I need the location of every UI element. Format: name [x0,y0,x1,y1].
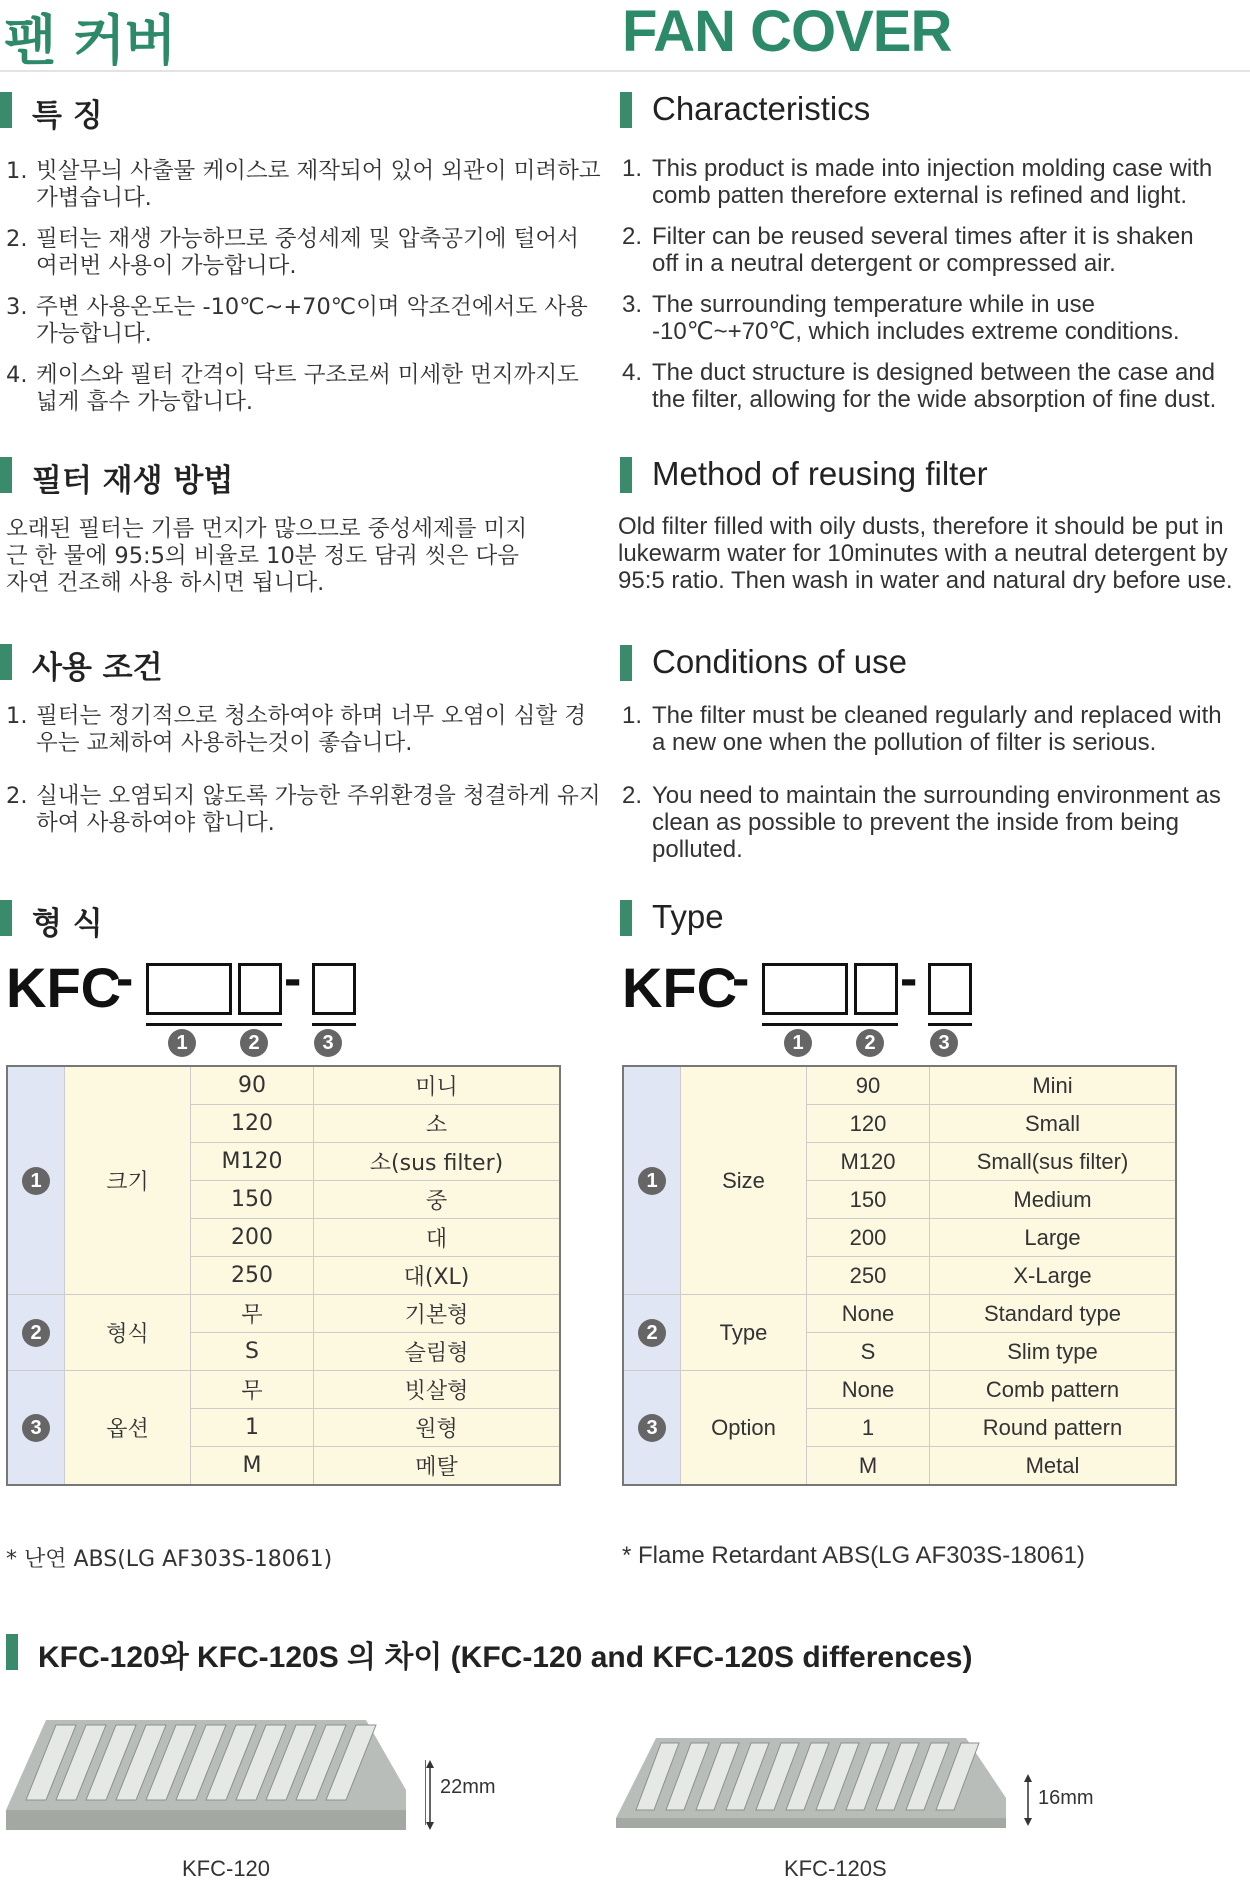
title-divider [0,70,1250,72]
desc-cell: 대 [314,1219,561,1257]
list-item: 2. You need to maintain the surrounding environment as clean as possible to prevent the inside from being polluted. [622,782,1221,863]
group-name: Type [681,1295,807,1371]
group-name: 형식 [65,1295,191,1371]
heading-bar [0,92,12,128]
code-cell: 150 [807,1181,930,1219]
dimension-arrow [1018,1774,1038,1826]
code-cell: 무 [191,1371,314,1409]
material-note-english: * Flame Retardant ABS(LG AF303S-18061) [622,1542,1085,1569]
heading-bar [6,1634,18,1670]
kfc-120s-illustration [616,1718,1016,1838]
heading-bar [0,457,12,493]
page-title-english: FAN COVER [622,0,952,64]
code-cell: 무 [191,1295,314,1333]
material-note-korean: * 난연 ABS(LG AF303S-18061) [6,1547,333,1572]
conditions-list-korean [6,703,606,837]
list-item: 4. 케이스와 필터 간격이 닥트 구조로써 미세한 먼지까지도 넓게 흡수 가능합니다. [6,362,579,415]
group-name: Size [681,1066,807,1295]
code-cell: None [807,1295,930,1333]
desc-cell: Large [930,1219,1177,1257]
desc-cell: Medium [930,1181,1177,1219]
heading-bar [620,457,632,493]
list-item: 3. 주변 사용온도는 -10℃~+70℃이며 악조건에서도 사용 가능합니다. [6,294,588,347]
desc-cell: Metal [930,1447,1177,1486]
characteristics-list-korean [6,158,606,416]
code-cell: 250 [191,1257,314,1295]
spec-table-english [622,1065,1177,1486]
desc-cell: 슬림형 [314,1333,561,1371]
code-cell: M [191,1447,314,1486]
page-title-korean: 팬 커버 [4,9,176,72]
reuse-text-english: Old filter filled with oily dusts, therefore it should be put in lukewarm water for 10minutes with a neutral detergent by 95:5 ratio. Then wash in water and natural dry before use. [618,513,1233,594]
code-cell: 90 [191,1066,314,1105]
desc-cell: 빗살형 [314,1371,561,1409]
heading-bar [620,900,632,936]
code-cell: 150 [191,1181,314,1219]
type-box [238,963,282,1015]
spec-table-korean [6,1065,561,1486]
underline [762,1023,898,1026]
list-item: 1. 빗살무늬 사출물 케이스로 제작되어 있어 외관이 미려하고 가볍습니다. [6,158,601,211]
code-cell: M [807,1447,930,1486]
list-item: 2. Filter can be reused several times after it is shaken off in a neutral detergent or compressed air. [622,223,1194,277]
code-cell: 200 [807,1219,930,1257]
kfc-120-illustration [6,1700,426,1840]
code-cell: S [807,1333,930,1371]
group-name: 옵션 [65,1371,191,1486]
group-index: 2 [7,1295,65,1371]
marker-3: 3 [930,1029,958,1057]
desc-cell: 대(XL) [314,1257,561,1295]
kfc-120s-caption: KFC-120S [784,1856,887,1881]
desc-cell: 미니 [314,1066,561,1105]
list-item: 3. The surrounding temperature while in use -10℃~+70℃, which includes extreme conditions. [622,291,1180,345]
list-item: 2. 필터는 재생 가능하므로 중성세제 및 압축공기에 털어서 여러번 사용이 가능합니다. [6,226,579,279]
marker-1: 1 [168,1029,196,1057]
marker-2: 2 [856,1029,884,1057]
desc-cell: Standard type [930,1295,1177,1333]
marker-1: 1 [784,1029,812,1057]
size-box [762,963,848,1015]
desc-cell: Mini [930,1066,1177,1105]
list-item: 1. The filter must be cleaned regularly and replaced with a new one when the pollution of filter is serious. [622,702,1222,756]
heading-bar [0,900,12,936]
heading-bar [620,645,632,681]
desc-cell: 소 [314,1105,561,1143]
desc-cell: Small [930,1105,1177,1143]
code-cell: 1 [807,1409,930,1447]
option-box [928,963,972,1015]
heading-bar [0,644,12,680]
code-cell: 90 [807,1066,930,1105]
dimension-arrow [420,1760,440,1830]
underline [312,1023,356,1026]
conditions-list-english [622,702,1222,863]
code-cell: None [807,1371,930,1409]
kfc-120-dimension: 22mm [440,1776,496,1798]
code-cell: 250 [807,1257,930,1295]
type-box [854,963,898,1015]
desc-cell: 메탈 [314,1447,561,1486]
characteristics-list-english [622,155,1222,413]
underline [146,1023,282,1026]
size-box [146,963,232,1015]
code-cell: 200 [191,1219,314,1257]
group-index: 1 [7,1066,65,1295]
group-name: Option [681,1371,807,1486]
desc-cell: Comb pattern [930,1371,1177,1409]
marker-2: 2 [240,1029,268,1057]
code-cell: M120 [191,1143,314,1181]
desc-cell: 원형 [314,1409,561,1447]
group-index: 3 [623,1371,681,1486]
marker-3: 3 [314,1029,342,1057]
heading-bar [620,92,632,128]
list-item: 2. 실내는 오염되지 않도록 가능한 주위환경을 청결하게 유지 하여 사용하여야 합니다. [6,783,601,836]
desc-cell: 기본형 [314,1295,561,1333]
option-box [312,963,356,1015]
code-cell: 120 [807,1105,930,1143]
group-index: 2 [623,1295,681,1371]
group-name: 크기 [65,1066,191,1295]
group-index: 3 [7,1371,65,1486]
underline [928,1023,972,1026]
code-cell: S [191,1333,314,1371]
desc-cell: Slim type [930,1333,1177,1371]
desc-cell: 중 [314,1181,561,1219]
desc-cell: 소(sus filter) [314,1143,561,1181]
list-item: 4. The duct structure is designed between the case and the filter, allowing for the wide absorption of fine dust. [622,359,1217,413]
group-index: 1 [623,1066,681,1295]
desc-cell: X-Large [930,1257,1177,1295]
code-cell: 1 [191,1409,314,1447]
list-item: 1. 필터는 정기적으로 청소하여야 하며 너무 오염이 심할 경우는 교체하여 사용하는것이 좋습니다. [6,703,586,756]
kfc-120s-dimension: 16mm [1038,1787,1094,1809]
desc-cell: Round pattern [930,1409,1177,1447]
reuse-text-korean: 오래된 필터는 기름 먼지가 많으므로 중성세제를 미지근 한 물에 95:5의 비율로 10분 정도 담궈 씻은 다음 자연 건조해 사용 하시면 됩니다. [6,516,528,596]
code-cell: M120 [807,1143,930,1181]
desc-cell: Small(sus filter) [930,1143,1177,1181]
code-cell: 120 [191,1105,314,1143]
list-item: 1. This product is made into injection molding case with comb patten therefore external is refined and light. [622,155,1213,209]
kfc-120-caption: KFC-120 [182,1856,271,1881]
